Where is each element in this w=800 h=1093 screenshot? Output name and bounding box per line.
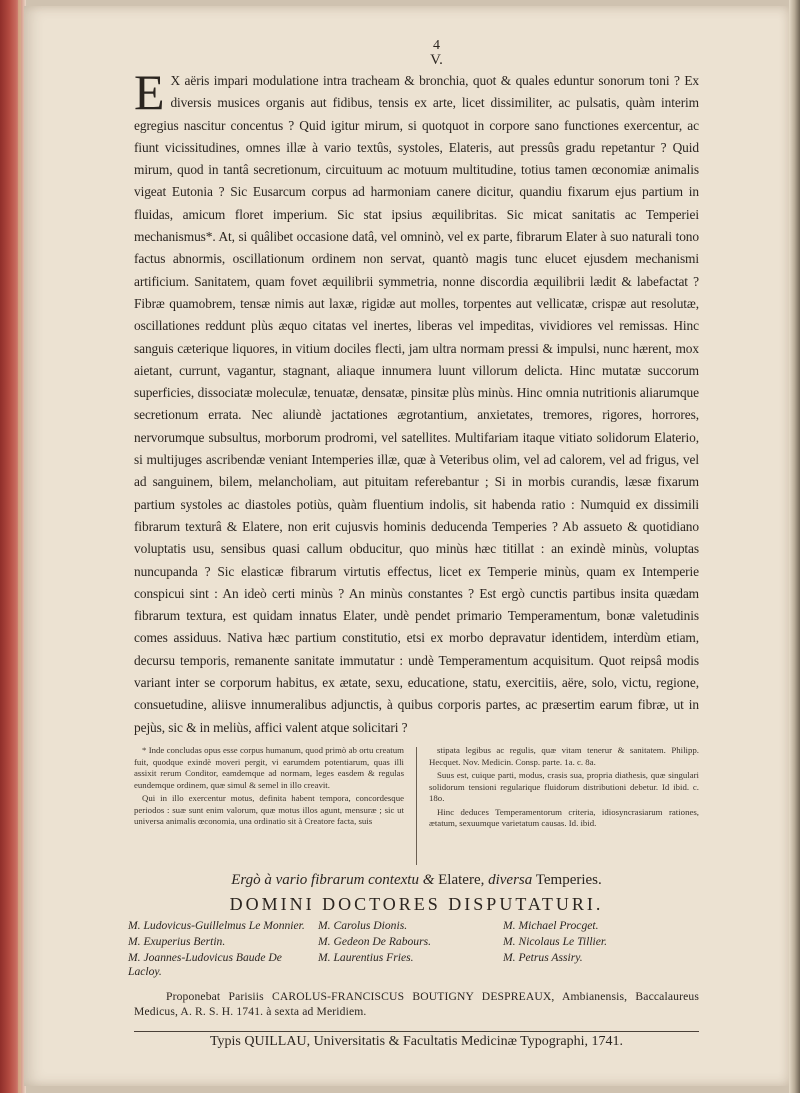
doctors-title: DOMINI DOCTORES DISPUTATURI. xyxy=(229,893,604,914)
conclusion-italic: Ergò à vario fibrarum contextu & xyxy=(231,871,439,888)
doctor-name: M. Michael Procget. xyxy=(503,918,599,932)
footnote-paragraph: stipata legibus ac regulis, quæ vitam tenerur & sanitatem. Philipp. Hecquet. Nov. Medicin. Consp. parte. 1a. c. 8a. xyxy=(429,744,699,767)
doctor-name: M. Nicolaus Le Tillier. xyxy=(503,934,608,948)
doctor-name: M. Petrus Assiry. xyxy=(503,950,583,964)
conclusion-normal: Elatere, xyxy=(438,871,489,888)
doctor-name: M. Ludovicus-Guillelmus Le Monnier. xyxy=(128,918,305,932)
conclusion-end: Temperies. xyxy=(532,871,602,888)
drop-cap: E xyxy=(134,64,165,120)
spine-gilt-line xyxy=(18,0,21,1093)
proponebat-line: Proponebat Parisiis CAROLUS-FRANCISCUS BOUTIGNY DESPREAUX, Ambianensis, Baccalaureus Medicus, A. R. S. H. 1741. à sexta ad Meridiem. xyxy=(134,989,699,1018)
doctor-name: M. Laurentius Fries. xyxy=(318,950,414,964)
body-paragraph: X aëris impari modulatione intra tracheam & bronchia, quot & quales eduntur sonorum toni ? Ex diversis musices organis aut fidibus, tensis ex arte, licet dissimiliter, ac pulsatis, quàm interim egregius nascitur concentus ? Quid igitur mirum, si quotquot in corpore sano functiones exercentur, ac fiunt vicissitudines, omnes illæ à vario textûs, systoles, Elateris, aut pressûs gradu repetantur ? Quid mirum, quod in tantâ secretionum, circuituum ac motuum multitudine, totius tamen œconomiæ animalis vigeat Eutonia ? Sic Eusarcum corpus ad harmoniam canere dicitur, quandiu fixarum ejus partium in fluidas, amicum floret imperium. Sic stat ipsius æquilibritas. Sic micat sanitatis ac Temperiei mechanismus*. At, si quâlibet occasione datâ, vel omninò, vel ex parte, fibrarum Elater à suo naturali tono factus abnormis, oscillationum ordinem non servat, quantò magis tunc elucet ejusdem mechanismi artificium. Sanitatem, quam fovet æquilibrii symmetria, nonne discordia æquilibrii lædit & labefactat ? Fibræ quamobrem, tensæ nimis aut laxæ, rigidæ aut molles, torpentes aut vellicatæ, crispæ aut resolutæ, oscillationes reddunt plùs æquo citatas vel inertes, liberas vel impeditas, vividiores vel remissas. Hinc sanguis cæterique liquores, in vitium dociles flecti, jam ultra normam pressi & impulsi, nunc hærent, mox aietant, currunt, vagantur, stagnant, aliaque innumera luunt villorum delicta. Hinc mutatæ succorum superficies, dissociatæ moleculæ, tenuatæ, densatæ, pinsitæ plùs minùs. Hinc omnia nutritionis aliarumque secretionum errata. Nec aliundè jactationes ægrotantium, anxietates, tremores, rigores, horrores, nervorumque subsultus, morborum prodromi, vel satellites. Multifariam itaque vitiato solidorum Elaterio, si multijuges ascribendæ veniant Intemperies illæ, quæ à Veteribus olim, vel ad calorem, vel ad frigus, vel ad sanguinem, bilem, melancholiam, aut pituitam referebantur ; Si in morbis curandis, læsæ fixarum partium systoles ac diastoles potiùs, quàm fluentium indolis, sit habenda ratio : Numquid ex dissimili fibrarum texturâ & Elatere, non erit cujusvis hominis deducenda Temperies ? Ab assueto & quotidiano voluptatis usu, sensibus quasi callum obducitur, quo minùs hæc titillat : an exindè minùs, voluptas nuncupanda ? Sic elasticæ fibrarum virtutis effectus, licet ex Temperie minùs, quam ex Intemperie conspicui sint : An ideò certi minùs ? An minùs constantes ? Est ergò cunctis partibus insita quædam fibrarum textura, est quidam innatus Elater, undè pendet primario Temperamentum, bonæ valetudinis comes assiduus. Nativa hæc partium constitutio, etsi ex morbo depravatur identidem, interdùm etiam, decursu temporis, remanente sanitate immutatur : undè Temperamentum acquisitum. Quot reipsâ modis variant inter se corporum habitus, ex ætate, sexu, educatione, statu, exercitiis, aëre, solo, victu, regione, consuetudine, aliisve innumeralibus adjunctis, à quibus corporis partes, ac præsertim earum fibræ, ut in pejùs, sic & in meliùs, affici valent atque solicitari ? xyxy=(134,73,699,735)
page-edge-shadow xyxy=(789,0,800,1093)
section-number: V. xyxy=(430,52,443,68)
footnote-paragraph: Hinc deduces Temperamentorum criteria, idiosyncrasiarum rationes, ætatum, sexuumque varietatum causas. Id. ibid. xyxy=(429,806,699,829)
doctor-name: M. Exuperius Bertin. xyxy=(128,934,226,948)
footnote-column-left xyxy=(134,745,404,865)
footnote-paragraph: Qui in illo exercentur motus, definita habent tempora, concordesque periodos : suæ sunt enim valorum, quæ motus illos agunt, mensuræ ; sic ut universa animalis œconomia, una ordinatio sit à Creatore facta, suis xyxy=(134,793,404,827)
page-content xyxy=(128,38,699,1052)
doctors-list xyxy=(128,919,699,979)
footnotes xyxy=(134,745,699,865)
conclusion-italic-2: diversa xyxy=(488,871,533,888)
book-spine xyxy=(0,0,26,1093)
footnote-paragraph: Suus est, cuique parti, modus, crasis sua, propria diathesis, quæ singulari solidorum tensioni regularique fluidorum distributioni debetur. Id ibid. c. 18o. xyxy=(429,770,699,804)
doctor-name: M. Gedeon De Rabours. xyxy=(318,934,432,948)
footnote-paragraph: * Inde concludas opus esse corpus humanum, quod primò ab ortu creatum fuit, quodque exindè moveri pergit, vi earumdem potentiarum, quas illi assixit rerum Conditor, eamdemque ad normam, leges easdem & regulas eundemque ordinem, quæ simul & semel in illo creavit. xyxy=(134,744,404,790)
doctor-name: M. Joannes-Ludovicus Baude De Lacloy. xyxy=(128,950,282,978)
main-body xyxy=(134,64,699,739)
footnote-divider xyxy=(416,747,417,865)
footnote-column-right xyxy=(429,745,699,865)
conclusion xyxy=(134,871,699,889)
doctor-name: M. Carolus Dionis. xyxy=(318,918,408,932)
page-number: 4 xyxy=(433,38,440,53)
printer-imprint: Typis QUILLAU, Universitatis & Facultatis Medicinæ Typographi, 1741. xyxy=(209,1033,624,1049)
